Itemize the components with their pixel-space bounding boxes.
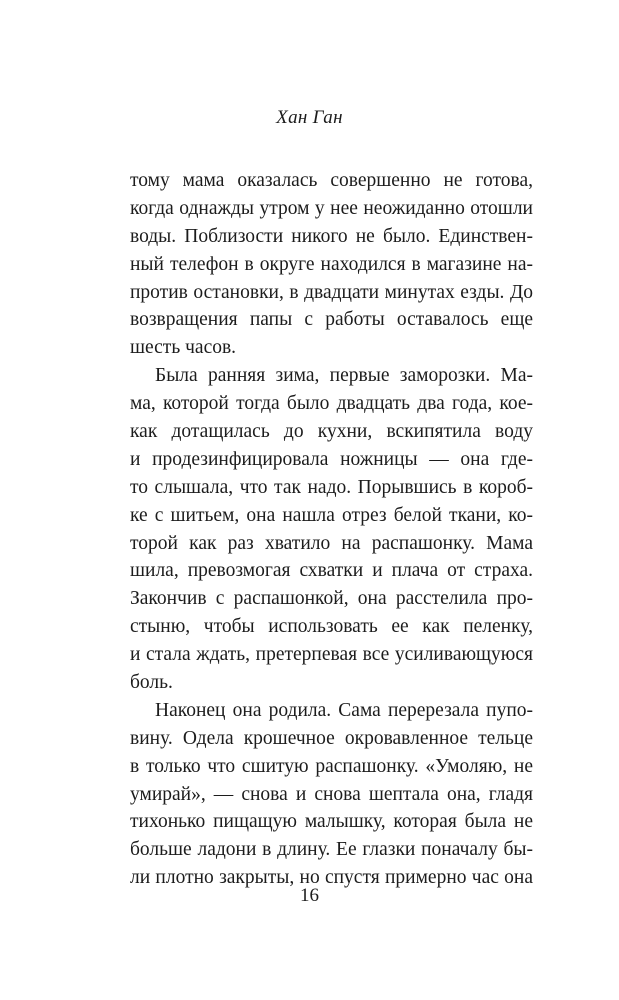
text-line: когда однажды утром у нее неожиданно отошли	[130, 197, 533, 219]
text-line: тихонько пищащую малышку, которая была не	[130, 811, 533, 833]
text-line: шесть часов.	[130, 337, 237, 359]
text-line: вину. Одела крошечное окровавленное тельце	[130, 727, 533, 749]
text-line: умирай», — снова и снова шептала она, гладя	[130, 783, 533, 805]
text-line: в только что сшитую распашонку. «Умоляю, не	[130, 755, 533, 777]
text-line: то слышала, что так надо. Порывшись в короб-	[130, 476, 533, 498]
paragraph	[130, 362, 533, 697]
text-line: и продезинфицировала ножницы — она где-	[130, 448, 533, 470]
text-line: возвращения папы с работы оставалось еще	[130, 309, 533, 331]
paragraph	[130, 697, 533, 892]
text-line: Была ранняя зима, первые заморозки. Ма-	[155, 365, 533, 387]
text-line: против остановки, в двадцати минутах езды. До	[130, 281, 533, 303]
text-line: ке с шитьем, она нашла отрез белой ткани, ко-	[130, 504, 533, 526]
text-line: ли плотно закрыты, но спустя примерно час она	[130, 867, 533, 889]
text-line: боль.	[130, 672, 173, 694]
text-line: ма, которой тогда было двадцать два года, кое-	[130, 393, 533, 415]
paragraph	[130, 167, 533, 362]
text-line: воды. Поблизости никого не было. Единствен-	[130, 225, 533, 247]
page-number: 16	[300, 885, 319, 906]
text-line: Наконец она родила. Сама перерезала пупо-	[155, 699, 533, 721]
text-line: и стала ждать, претерпевая все усиливающуюся	[130, 644, 533, 666]
text-line: торой как раз хватило на распашонку. Мама	[130, 532, 533, 554]
running-head: Хан Ган	[276, 107, 343, 128]
text-line: как дотащилась до кухни, вскипятила воду	[130, 421, 533, 443]
text-line: стыню, чтобы использовать ее как пеленку,	[130, 616, 533, 638]
body-text	[130, 167, 533, 892]
text-line: тому мама оказалась совершенно не готова,	[130, 170, 533, 191]
text-line: шила, превозмогая схватки и плача от страха.	[130, 560, 533, 582]
text-line: больше ладони в длину. Ее глазки поначалу бы-	[130, 839, 533, 861]
text-line: Закончив с распашонкой, она расстелила про-	[130, 588, 533, 610]
text-line: ный телефон в округе находился в магазине на-	[130, 253, 533, 275]
